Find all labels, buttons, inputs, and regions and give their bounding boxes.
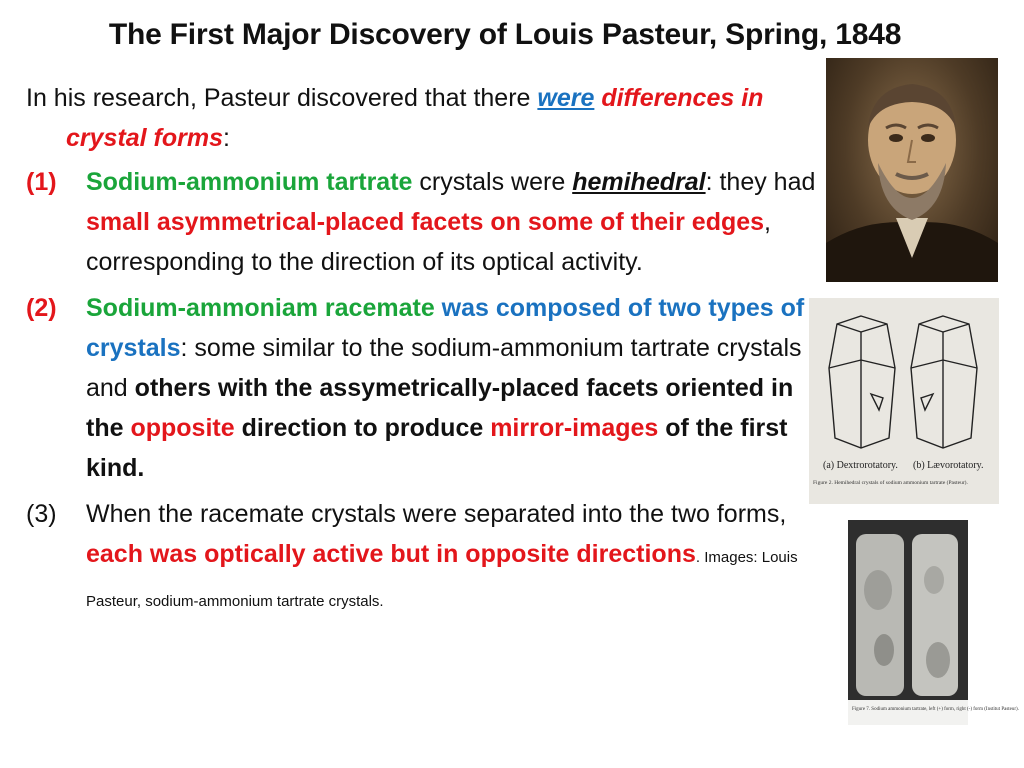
item2-composed: was composed of two types of crystals — [86, 294, 805, 362]
pasteur-portrait-image — [826, 58, 998, 282]
item2-others: others with the assymetrically-placed facets oriented in the — [86, 374, 794, 442]
intro-emphasis-were: were — [537, 84, 595, 112]
intro-text: In his research, Pasteur discovered that there — [26, 84, 538, 112]
item1-facets: small asymmetrical-placed facets on some of their edges — [86, 208, 765, 236]
item2-direction: direction to produce — [234, 414, 491, 442]
item1-text-c: , corresponding to the direction of its optical activity. — [86, 208, 771, 276]
item2-text-a: : some similar to the sodium-ammonium tartrate crystals and — [86, 334, 802, 402]
label-dextrorotatory: (a) Dextrorotatory. — [823, 460, 898, 471]
left-crystal-shape — [856, 534, 904, 696]
list-item-2 — [26, 288, 816, 488]
item3-optically-active: each was optically active but in opposite directions — [86, 540, 696, 568]
label-laevorotatory: (b) Lævorotatory. — [913, 460, 984, 471]
intro-colon: : — [223, 124, 230, 152]
slide-title: The First Major Discovery of Louis Pasteur, Spring, 1848 — [108, 18, 902, 51]
crystal-photo-image — [848, 520, 1019, 725]
intro-emphasis-differences: differences in crystal forms — [66, 84, 764, 152]
item-number-1: (1) — [26, 168, 57, 196]
list-item-1 — [26, 162, 816, 282]
image-credits: . Images: Louis Pasteur, sodium-ammonium tartrate crystals. — [86, 549, 798, 610]
item1-text-b: : they had — [705, 168, 816, 196]
figure-caption: Figure 2. Hemihedral crystals of sodium ammonium tartrate (Pasteur). — [813, 480, 968, 486]
crystal-drawing-figure — [809, 298, 999, 504]
item2-opposite: opposite — [130, 414, 235, 442]
item1-text-a: crystals were — [412, 168, 573, 196]
slide-body — [26, 78, 816, 628]
photo-caption: Figure 7. Sodium ammonium tartrate, left (+) form, right (-) form (Institut Pasteur). — [852, 707, 1019, 712]
item1-hemihedral: hemihedral — [572, 168, 706, 196]
item2-mirror-images: mirror-images — [490, 414, 659, 442]
laevorotatory-crystal-drawing — [911, 316, 977, 448]
list-item-3 — [26, 494, 816, 622]
item2-compound: Sodium-ammoniam racemate — [86, 294, 435, 322]
item1-compound: Sodium-ammonium tartrate — [86, 168, 413, 196]
dextrorotatory-crystal-drawing — [829, 316, 895, 448]
item-number-3: (3) — [26, 500, 57, 528]
item2-first-kind: of the first kind. — [86, 414, 788, 482]
intro-paragraph — [26, 78, 816, 158]
item2-space — [435, 294, 442, 322]
item3-text-a: When the racemate crystals were separated into the two forms, — [86, 500, 787, 528]
item-number-2: (2) — [26, 294, 57, 322]
